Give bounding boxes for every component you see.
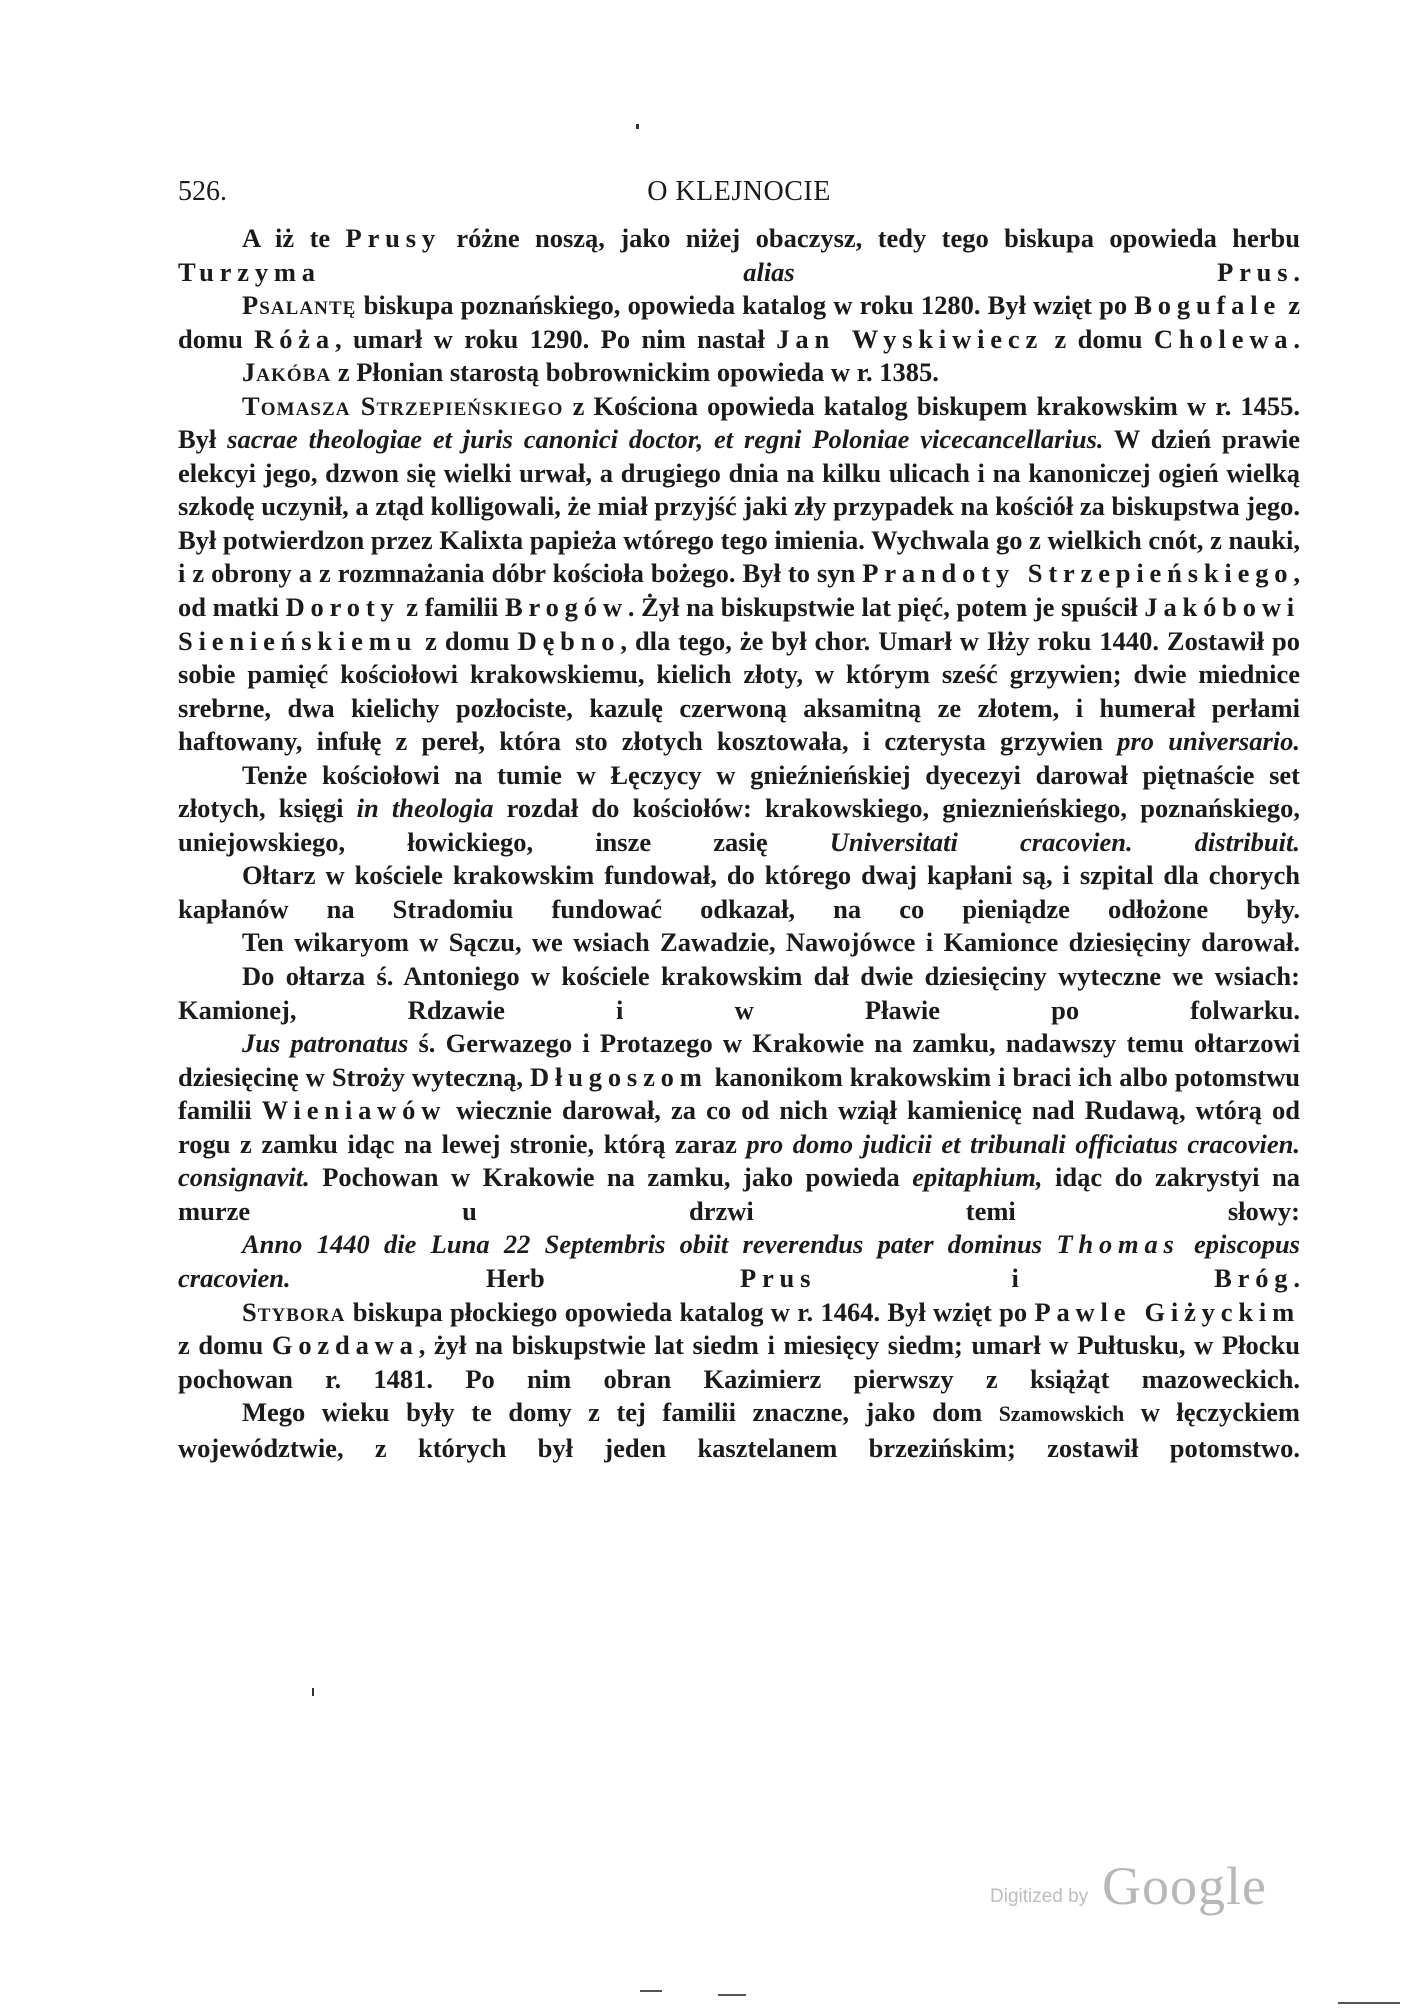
- digitized-by-google-watermark: [990, 1855, 1290, 1915]
- paragraph-9: Jus patronatus ś. Gerwazego i Protazego w Krakowie na zamku, nadawszy temu ołtarzowi dziesięcinę w Stroży wyteczną, Długoszom kanonikom krakowskim i braci ich albo potomstwu familii Wieniawów wiecznie darował, za co od nich wziął kamienicę nad Rudawą, wtórą od rogu z zamku idąc na lewej stronie, którą zaraz pro domo judicii et tribunali officiatus cracovien. consignavit. Pochowan w Krakowie na zamku, jako powieda epitaphium, idąc do zakrystyi na murze u drzwi temi słowy:: [178, 1028, 1300, 1226]
- running-header: [178, 172, 1300, 212]
- paragraph-12: Mego wieku były te domy z tej familii znaczne, jako dom Szamowskich w łęczyckiem województwie, z których był jeden kasztelanem brzezińskim; zostawił potomstwo.: [178, 1397, 1300, 1463]
- paragraph-11: Stybora biskupa płockiego opowieda katalog w r. 1464. Był wzięt po Pawle Giżyckim z domu Gozdawa, żył na biskupstwie lat siedm i miesięcy siedm; umarł w Pułtusku, w Płocku pochowan r. 1481. Po nim obran Kazimierz pierwszy z książąt mazoweckich.: [178, 1296, 1301, 1394]
- page-number: 526.: [178, 176, 227, 207]
- ink-speck: [312, 1688, 314, 1696]
- paragraph-1: A iż te Prusy różne noszą, jako niżej obaczysz, tedy tego biskupa opowieda herbu Turzyma alias Prus.: [178, 223, 1301, 287]
- paragraph-8: Do ołtarza ś. Antoniego w kościele krakowskim dał dwie dziesięciny wyteczne we wsiach: Kamionej, Rdzawie i w Pławie po folwarku.: [178, 961, 1300, 1025]
- paragraph-7: Ten wikaryom w Sączu, we wsiach Zawadzie, Nawojówce i Kamionce dziesięciny darował.: [242, 927, 1300, 958]
- scan-mark: [1338, 2002, 1400, 2004]
- digitized-by-label: Digitized by: [990, 1886, 1089, 1907]
- paragraph-3: Jakóba z Płonian starostą bobrownickim opowieda w r. 1385.: [242, 357, 939, 388]
- running-title: O KLEJNOCIE: [647, 176, 831, 207]
- paragraph-6: Ołtarz w kościele krakowskim fundował, do którego dwaj kapłani są, i szpital dla chorych kapłanów na Stradomiu fundować odkazał, na co pieniądze odłożone były.: [178, 860, 1300, 924]
- paragraph-10-epitaph: Anno 1440 die Luna 22 Septembris obiit reverendus pater dominus Thomas episcopus cracovien. Herb Prus i Bróg.: [178, 1229, 1300, 1293]
- scan-mark: [718, 1994, 746, 1996]
- scan-mark: [640, 1990, 662, 1992]
- paragraph-4: Tomasza Strzepieńskiego z Kościona opowieda katalog biskupem krakowskim w r. 1455. Był sacrae theologiae et juris canonici doctor, et regni Poloniae vicecancellarius. W dzień prawie elekcyi jego, dzwon się wielki urwał, a drugiego dnia na kilku ulicach i na kanoniczej ogień wielką szkodę uczynił, a ztąd kolligowali, że miał przyjść jaki zły przypadek na kościół za biskupstwa jego. Był potwierdzon przez Kalixta papieża wtórego tego imienia. Wychwala go z wielkich cnót, z nauki, i z obrony a z rozmnażania dóbr kościoła bożego. Był to syn Prandoty Strzepieńskiego, od matki Doroty z familii Brogów. Żył na biskupstwie lat pięć, potem je spuścił Jakóbowi Sienieńskiemu z domu Dębno, dla tego, że był chor. Umarł w Iłży roku 1440. Zostawił po sobie pamięć kościołowi krakowskiemu, kielich złoty, w którym sześć grzywien; dwie miednice srebrne, dwa kielichy pozłociste, kazulę czerwoną aksamitną ze złotem, i humerał perłami haftowany, infułę z pereł, która sto złotych kosztowała, i czterysta grzywien pro universario.: [178, 390, 1300, 757]
- paragraph-5: Tenże kościołowi na tumie w Łęczycy w gnieźnieńskiej dyecezyi darował piętnaście set złotych, księgi in theologia rozdał do kościołów: krakowskiego, gnieznieńskiego, poznańskiego, uniejowskiego, łowickiego, insze zasię Universitati cracovien. distribuit.: [178, 759, 1300, 857]
- paragraph-2: Psalantę biskupa poznańskiego, opowieda katalog w roku 1280. Był wzięt po Bogufale z domu Róża, umarł w roku 1290. Po nim nastał Jan Wyskiwiecz z domu Cholewa.: [178, 290, 1300, 354]
- body-text: [178, 222, 1300, 1465]
- ink-speck: [636, 124, 639, 129]
- google-logo: Google: [1102, 1856, 1267, 1916]
